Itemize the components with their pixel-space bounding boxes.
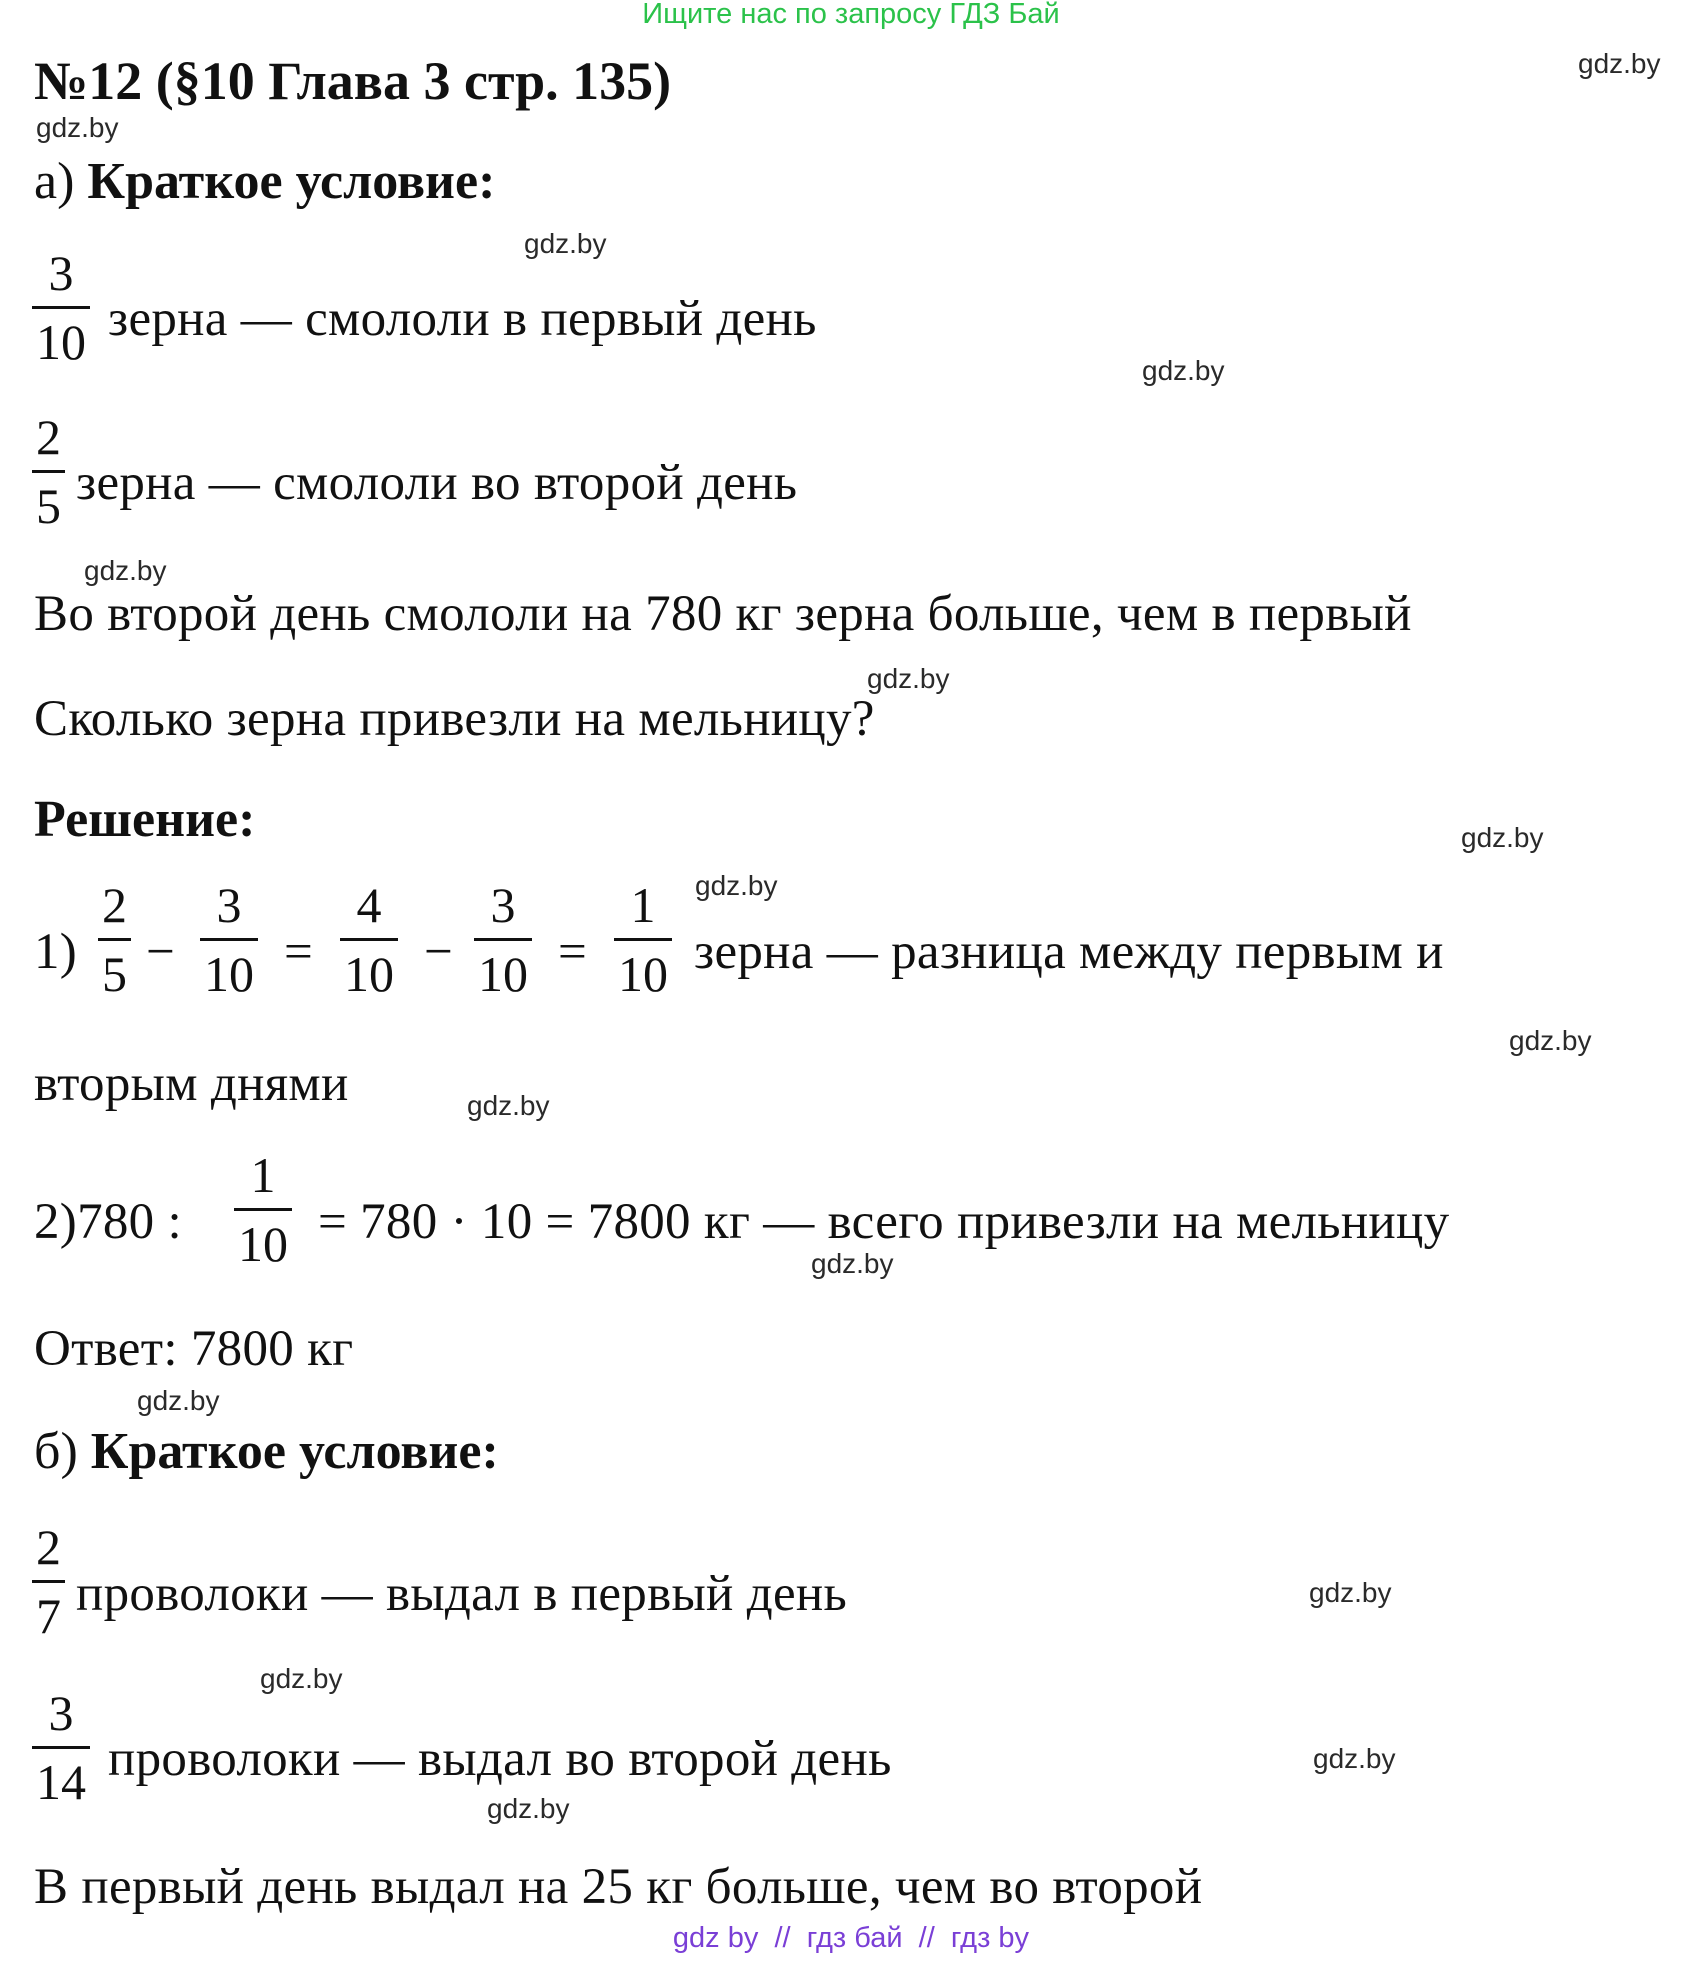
condition-line: зерна — смололи в первый день (108, 291, 817, 347)
search-banner: Ищите нас по запросу ГДЗ Бай (642, 0, 1060, 30)
part-b-heading (34, 1422, 499, 1481)
watermark: gdz.by (1313, 1743, 1396, 1774)
watermark: gdz.by (1142, 355, 1225, 386)
page-title: №12 (§10 Глава 3 стр. 135) (34, 51, 672, 111)
watermark: gdz.by (524, 228, 607, 259)
numerator: 2 (102, 877, 127, 933)
watermark: gdz.by (811, 1248, 894, 1279)
operator: − (146, 924, 176, 980)
denominator: 14 (32, 1746, 90, 1807)
condition-line: зерна — смололи во второй день (76, 455, 798, 511)
watermark: gdz.by (695, 870, 778, 901)
denominator: 10 (234, 1208, 292, 1269)
part-a-heading (34, 152, 495, 211)
numerator: 2 (36, 1519, 61, 1575)
fraction (32, 245, 90, 370)
watermark: gdz.by (36, 112, 119, 143)
watermark: gdz.by (1509, 1025, 1592, 1056)
fraction (474, 877, 532, 1002)
footer-banner: gdz by // гдз бай // гдз by (672, 1922, 1030, 1954)
step-label: 2)780 : (34, 1194, 183, 1250)
part-b-label: б) (34, 1423, 78, 1480)
watermark: gdz.by (137, 1385, 220, 1416)
denominator: 10 (32, 306, 90, 367)
fraction (614, 877, 672, 1002)
equals: = (558, 924, 588, 980)
numerator: 3 (216, 877, 242, 933)
question-text: Сколько зерна привезли на мельницу? (34, 691, 875, 747)
watermark: gdz.by (84, 555, 167, 586)
denominator: 10 (614, 938, 672, 999)
equals: = (284, 924, 314, 980)
watermark: gdz.by (1578, 48, 1661, 79)
watermark: gdz.by (260, 1663, 343, 1694)
fraction (32, 1519, 65, 1644)
denominator: 5 (98, 938, 131, 999)
fraction (32, 409, 65, 534)
solution-heading: Решение: (34, 791, 256, 848)
fraction (200, 877, 258, 1002)
numerator: 1 (630, 877, 656, 933)
part-a-title: Краткое условие: (87, 153, 496, 210)
numerator: 4 (356, 877, 382, 933)
part-a-label: а) (34, 153, 75, 210)
numerator: 3 (48, 1685, 74, 1741)
numerator: 3 (490, 877, 516, 933)
fraction (98, 877, 131, 1002)
condition-line: проволоки — выдал во второй день (108, 1731, 892, 1787)
watermark: gdz.by (867, 663, 950, 694)
answer: Ответ: 7800 кг (34, 1321, 354, 1377)
part-b-title: Краткое условие: (90, 1423, 499, 1480)
numerator: 2 (36, 409, 61, 465)
denominator: 10 (340, 938, 398, 999)
watermark: gdz.by (467, 1090, 550, 1121)
step-text-continued: вторым днями (34, 1056, 349, 1112)
condition-text: В первый день выдал на 25 кг больше, чем во второй (34, 1859, 1203, 1915)
fraction (234, 1147, 292, 1272)
condition-text: Во второй день смололи на 780 кг зерна больше, чем в первый (34, 586, 1412, 642)
watermark: gdz.by (1309, 1577, 1392, 1608)
watermark: gdz.by (1461, 822, 1544, 853)
fraction (32, 1685, 90, 1810)
denominator: 10 (474, 938, 532, 999)
operator: − (424, 924, 454, 980)
watermark: gdz.by (487, 1793, 570, 1824)
fraction (340, 877, 398, 1002)
step-label: 1) (34, 924, 78, 980)
denominator: 10 (200, 938, 258, 999)
denominator: 5 (32, 470, 65, 531)
denominator: 7 (32, 1580, 65, 1641)
numerator: 3 (48, 245, 74, 301)
condition-line: проволоки — выдал в первый день (76, 1566, 848, 1622)
numerator: 1 (250, 1147, 276, 1203)
step-text: зерна — разница между первым и (694, 924, 1444, 980)
step-text: = 780 · 10 = 7800 кг — всего привезли на мельницу (318, 1194, 1450, 1250)
